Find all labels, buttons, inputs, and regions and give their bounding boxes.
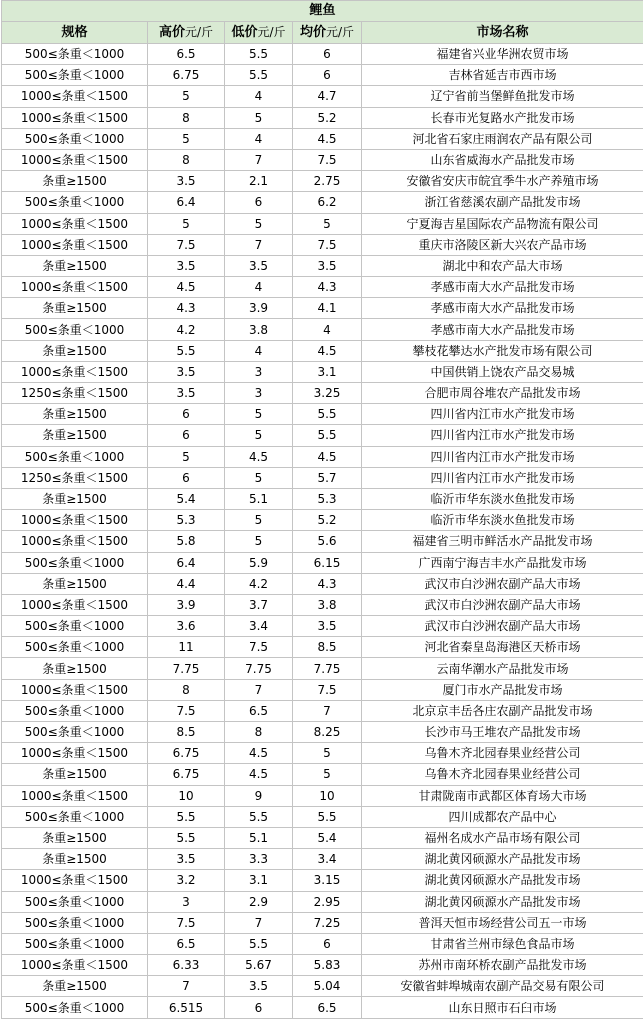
cell-high: 5.3 — [148, 510, 225, 531]
cell-avg: 3.5 — [293, 255, 362, 276]
cell-spec: 500≤条重＜1000 — [2, 933, 148, 954]
header-high-label: 高价 — [158, 25, 185, 40]
cell-low: 8 — [225, 722, 293, 743]
cell-market: 临沂市华东淡水鱼批发市场 — [362, 510, 643, 531]
cell-market: 甘肃陇南市武都区体育场大市场 — [362, 785, 643, 806]
table-row — [2, 891, 643, 912]
price-table — [1, 0, 643, 1019]
table-row — [2, 637, 643, 658]
cell-spec: 条重≥1500 — [2, 404, 148, 425]
cell-market: 孝感市南大水产品批发市场 — [362, 319, 643, 340]
table-row — [2, 616, 643, 637]
cell-spec: 500≤条重＜1000 — [2, 806, 148, 827]
cell-low: 3 — [225, 383, 293, 404]
table-row — [2, 44, 643, 65]
cell-avg: 4.3 — [293, 277, 362, 298]
cell-market: 长沙市马王堆农产品批发市场 — [362, 722, 643, 743]
cell-high: 4.3 — [148, 298, 225, 319]
cell-spec: 500≤条重＜1000 — [2, 65, 148, 86]
cell-low: 5.9 — [225, 552, 293, 573]
table-row — [2, 976, 643, 997]
cell-low: 5.5 — [225, 806, 293, 827]
cell-low: 7 — [225, 912, 293, 933]
table-row — [2, 488, 643, 509]
cell-low: 3.3 — [225, 849, 293, 870]
cell-spec: 条重≥1500 — [2, 849, 148, 870]
cell-market: 四川省内江市水产批发市场 — [362, 467, 643, 488]
cell-spec: 500≤条重＜1000 — [2, 997, 148, 1018]
cell-high: 3 — [148, 891, 225, 912]
cell-spec: 500≤条重＜1000 — [2, 44, 148, 65]
cell-spec: 1000≤条重＜1500 — [2, 870, 148, 891]
cell-low: 4.5 — [225, 446, 293, 467]
cell-high: 7.5 — [148, 912, 225, 933]
table-row — [2, 128, 643, 149]
cell-market: 辽宁省前当堡鲜鱼批发市场 — [362, 86, 643, 107]
cell-market: 攀枝花攀达水产批发市场有限公司 — [362, 340, 643, 361]
cell-avg: 7.5 — [293, 679, 362, 700]
cell-spec: 500≤条重＜1000 — [2, 722, 148, 743]
cell-market: 四川省内江市水产批发市场 — [362, 446, 643, 467]
cell-low: 5 — [225, 213, 293, 234]
cell-market: 北京京丰岳各庄农副产品批发市场 — [362, 700, 643, 721]
cell-low: 7 — [225, 234, 293, 255]
cell-low: 4.5 — [225, 743, 293, 764]
cell-high: 3.5 — [148, 383, 225, 404]
cell-low: 6 — [225, 997, 293, 1018]
table-row — [2, 531, 643, 552]
table-row — [2, 997, 643, 1018]
cell-avg: 3.15 — [293, 870, 362, 891]
table-row — [2, 467, 643, 488]
table-header-row — [2, 22, 643, 44]
cell-low: 5.5 — [225, 65, 293, 86]
cell-avg: 3.5 — [293, 616, 362, 637]
table-row — [2, 446, 643, 467]
cell-avg: 6 — [293, 44, 362, 65]
cell-high: 5.5 — [148, 806, 225, 827]
cell-market: 湖北中和农产品大市场 — [362, 255, 643, 276]
cell-low: 3.8 — [225, 319, 293, 340]
table-row — [2, 764, 643, 785]
cell-spec: 1250≤条重＜1500 — [2, 383, 148, 404]
cell-low: 4 — [225, 277, 293, 298]
cell-market: 广西南宁海吉丰水产品批发市场 — [362, 552, 643, 573]
cell-low: 3.4 — [225, 616, 293, 637]
table-row — [2, 277, 643, 298]
cell-avg: 5.2 — [293, 510, 362, 531]
cell-high: 6.5 — [148, 933, 225, 954]
cell-spec: 500≤条重＜1000 — [2, 891, 148, 912]
cell-spec: 1000≤条重＜1500 — [2, 86, 148, 107]
cell-market: 普洱天恒市场经营公司五一市场 — [362, 912, 643, 933]
table-row — [2, 319, 643, 340]
cell-market: 福建省兴业华洲农贸市场 — [362, 44, 643, 65]
cell-avg: 6.5 — [293, 997, 362, 1018]
cell-low: 7.75 — [225, 658, 293, 679]
cell-high: 6 — [148, 404, 225, 425]
cell-low: 5.1 — [225, 827, 293, 848]
cell-avg: 4.1 — [293, 298, 362, 319]
cell-market: 山东日照市石臼市场 — [362, 997, 643, 1018]
cell-avg: 5 — [293, 213, 362, 234]
header-low-unit: 元/斤 — [257, 25, 286, 39]
cell-low: 3.5 — [225, 255, 293, 276]
cell-low: 3 — [225, 361, 293, 382]
table-row — [2, 743, 643, 764]
table-row — [2, 340, 643, 361]
cell-low: 9 — [225, 785, 293, 806]
cell-avg: 7.5 — [293, 149, 362, 170]
cell-market: 河北省石家庄雨润农产品有限公司 — [362, 128, 643, 149]
cell-spec: 条重≥1500 — [2, 425, 148, 446]
cell-avg: 7.25 — [293, 912, 362, 933]
cell-spec: 1250≤条重＜1500 — [2, 467, 148, 488]
cell-high: 3.5 — [148, 255, 225, 276]
cell-low: 3.5 — [225, 976, 293, 997]
cell-avg: 4.7 — [293, 86, 362, 107]
cell-market: 吉林省延吉市西市场 — [362, 65, 643, 86]
cell-low: 5 — [225, 107, 293, 128]
cell-spec: 1000≤条重＜1500 — [2, 213, 148, 234]
cell-spec: 条重≥1500 — [2, 171, 148, 192]
cell-low: 7 — [225, 149, 293, 170]
cell-avg: 5.7 — [293, 467, 362, 488]
cell-low: 3.7 — [225, 594, 293, 615]
cell-low: 5 — [225, 531, 293, 552]
cell-high: 3.5 — [148, 171, 225, 192]
cell-spec: 1000≤条重＜1500 — [2, 955, 148, 976]
cell-avg: 5.5 — [293, 806, 362, 827]
table-row — [2, 107, 643, 128]
cell-high: 6.5 — [148, 44, 225, 65]
header-avg — [293, 22, 362, 44]
cell-spec: 1000≤条重＜1500 — [2, 361, 148, 382]
cell-spec: 条重≥1500 — [2, 827, 148, 848]
header-high-unit: 元/斤 — [184, 25, 214, 39]
cell-high: 8 — [148, 149, 225, 170]
cell-avg: 4.5 — [293, 340, 362, 361]
table-row — [2, 171, 643, 192]
cell-low: 3.9 — [225, 298, 293, 319]
cell-market: 安徽省蚌埠城南农副产品交易有限公司 — [362, 976, 643, 997]
cell-avg: 8.5 — [293, 637, 362, 658]
cell-market: 厦门市水产品批发市场 — [362, 679, 643, 700]
cell-market: 四川成都农产品中心 — [362, 806, 643, 827]
cell-high: 7.75 — [148, 658, 225, 679]
cell-high: 5 — [148, 446, 225, 467]
cell-spec: 500≤条重＜1000 — [2, 192, 148, 213]
cell-spec: 500≤条重＜1000 — [2, 552, 148, 573]
cell-spec: 1000≤条重＜1500 — [2, 149, 148, 170]
cell-high: 6.75 — [148, 65, 225, 86]
cell-low: 7 — [225, 679, 293, 700]
table-row — [2, 383, 643, 404]
cell-high: 6.75 — [148, 743, 225, 764]
cell-high: 5.4 — [148, 488, 225, 509]
cell-low: 5.1 — [225, 488, 293, 509]
cell-market: 湖北黄冈硕源水产品批发市场 — [362, 849, 643, 870]
cell-high: 6.4 — [148, 552, 225, 573]
table-title-row — [2, 1, 643, 22]
cell-spec: 1000≤条重＜1500 — [2, 510, 148, 531]
table-row — [2, 552, 643, 573]
table-row — [2, 192, 643, 213]
table-row — [2, 933, 643, 954]
cell-market: 安徽省安庆市皖宜季牛水产养殖市场 — [362, 171, 643, 192]
table-row — [2, 510, 643, 531]
header-spec: 规格 — [2, 22, 148, 44]
header-avg-label: 均价 — [299, 25, 326, 40]
cell-avg: 5.3 — [293, 488, 362, 509]
cell-high: 5 — [148, 86, 225, 107]
table-row — [2, 827, 643, 848]
cell-avg: 5.4 — [293, 827, 362, 848]
header-high — [148, 22, 225, 44]
cell-low: 5 — [225, 467, 293, 488]
table-row — [2, 404, 643, 425]
cell-high: 6.515 — [148, 997, 225, 1018]
header-market: 市场名称 — [362, 22, 643, 44]
cell-market: 宁夏海吉星国际农产品物流有限公司 — [362, 213, 643, 234]
cell-low: 4 — [225, 128, 293, 149]
cell-market: 福建省三明市鲜活水产品批发市场 — [362, 531, 643, 552]
cell-avg: 5.5 — [293, 425, 362, 446]
cell-market: 福州名成水产品市场有限公司 — [362, 827, 643, 848]
cell-high: 8 — [148, 679, 225, 700]
cell-low: 6.5 — [225, 700, 293, 721]
cell-market: 湖北黄冈硕源水产品批发市场 — [362, 870, 643, 891]
cell-market: 合肥市周谷堆农产品批发市场 — [362, 383, 643, 404]
cell-high: 6.75 — [148, 764, 225, 785]
table-row — [2, 594, 643, 615]
cell-high: 6 — [148, 425, 225, 446]
table-row — [2, 785, 643, 806]
cell-high: 5.5 — [148, 340, 225, 361]
cell-avg: 4.5 — [293, 128, 362, 149]
cell-high: 4.5 — [148, 277, 225, 298]
cell-high: 5 — [148, 213, 225, 234]
table-row — [2, 86, 643, 107]
cell-avg: 5.5 — [293, 404, 362, 425]
cell-avg: 2.75 — [293, 171, 362, 192]
cell-low: 2.1 — [225, 171, 293, 192]
cell-low: 5 — [225, 425, 293, 446]
table-row — [2, 149, 643, 170]
cell-market: 中国供销上饶农产品交易城 — [362, 361, 643, 382]
cell-low: 5 — [225, 510, 293, 531]
table-row — [2, 658, 643, 679]
cell-avg: 3.25 — [293, 383, 362, 404]
cell-low: 5.67 — [225, 955, 293, 976]
cell-low: 6 — [225, 192, 293, 213]
table-row — [2, 234, 643, 255]
cell-high: 3.9 — [148, 594, 225, 615]
cell-avg: 8.25 — [293, 722, 362, 743]
cell-spec: 条重≥1500 — [2, 764, 148, 785]
cell-spec: 500≤条重＜1000 — [2, 128, 148, 149]
table-row — [2, 573, 643, 594]
table-row — [2, 870, 643, 891]
cell-market: 孝感市南大水产品批发市场 — [362, 298, 643, 319]
table-row — [2, 955, 643, 976]
cell-spec: 500≤条重＜1000 — [2, 616, 148, 637]
cell-high: 5.5 — [148, 827, 225, 848]
cell-spec: 条重≥1500 — [2, 340, 148, 361]
cell-avg: 5.04 — [293, 976, 362, 997]
cell-high: 7 — [148, 976, 225, 997]
cell-market: 甘肃省兰州市绿色食品市场 — [362, 933, 643, 954]
cell-spec: 1000≤条重＜1500 — [2, 743, 148, 764]
cell-high: 3.5 — [148, 361, 225, 382]
cell-market: 乌鲁木齐北园春果业经营公司 — [362, 764, 643, 785]
cell-market: 长春市光复路水产批发市场 — [362, 107, 643, 128]
cell-spec: 条重≥1500 — [2, 488, 148, 509]
cell-spec: 1000≤条重＜1500 — [2, 594, 148, 615]
cell-avg: 5 — [293, 743, 362, 764]
cell-avg: 5.83 — [293, 955, 362, 976]
table-row — [2, 806, 643, 827]
cell-spec: 500≤条重＜1000 — [2, 446, 148, 467]
cell-low: 4.5 — [225, 764, 293, 785]
table-row — [2, 849, 643, 870]
cell-high: 3.2 — [148, 870, 225, 891]
cell-avg: 4.3 — [293, 573, 362, 594]
cell-high: 4.4 — [148, 573, 225, 594]
table-row — [2, 679, 643, 700]
cell-spec: 500≤条重＜1000 — [2, 700, 148, 721]
cell-high: 8 — [148, 107, 225, 128]
cell-avg: 6 — [293, 65, 362, 86]
cell-market: 武汉市白沙洲农副产品大市场 — [362, 594, 643, 615]
cell-avg: 7.75 — [293, 658, 362, 679]
table-body — [2, 44, 643, 1019]
cell-high: 6.33 — [148, 955, 225, 976]
cell-market: 武汉市白沙洲农副产品大市场 — [362, 573, 643, 594]
cell-high: 7.5 — [148, 234, 225, 255]
cell-high: 7.5 — [148, 700, 225, 721]
cell-spec: 1000≤条重＜1500 — [2, 234, 148, 255]
cell-low: 5.5 — [225, 933, 293, 954]
cell-spec: 条重≥1500 — [2, 976, 148, 997]
cell-spec: 1000≤条重＜1500 — [2, 277, 148, 298]
cell-avg: 10 — [293, 785, 362, 806]
cell-market: 重庆市洛陵区新大兴农产品市场 — [362, 234, 643, 255]
cell-spec: 条重≥1500 — [2, 255, 148, 276]
cell-market: 武汉市白沙洲农副产品大市场 — [362, 616, 643, 637]
cell-avg: 7.5 — [293, 234, 362, 255]
cell-high: 5 — [148, 128, 225, 149]
table-row — [2, 361, 643, 382]
cell-high: 6.4 — [148, 192, 225, 213]
cell-avg: 2.95 — [293, 891, 362, 912]
cell-market: 乌鲁木齐北园春果业经营公司 — [362, 743, 643, 764]
table-title: 鲤鱼 — [2, 1, 643, 22]
cell-market: 孝感市南大水产品批发市场 — [362, 277, 643, 298]
table-row — [2, 912, 643, 933]
cell-avg: 5 — [293, 764, 362, 785]
table-row — [2, 255, 643, 276]
cell-avg: 3.4 — [293, 849, 362, 870]
cell-high: 6 — [148, 467, 225, 488]
cell-spec: 1000≤条重＜1500 — [2, 531, 148, 552]
cell-spec: 500≤条重＜1000 — [2, 912, 148, 933]
cell-spec: 条重≥1500 — [2, 658, 148, 679]
cell-market: 山东省威海水产品批发市场 — [362, 149, 643, 170]
header-low — [225, 22, 293, 44]
cell-market: 临沂市华东淡水鱼批发市场 — [362, 488, 643, 509]
cell-market: 云南华潮水产品批发市场 — [362, 658, 643, 679]
cell-market: 湖北黄冈硕源水产品批发市场 — [362, 891, 643, 912]
cell-market: 苏州市南环桥农副产品批发市场 — [362, 955, 643, 976]
cell-spec: 500≤条重＜1000 — [2, 319, 148, 340]
cell-avg: 4.5 — [293, 446, 362, 467]
table-row — [2, 722, 643, 743]
cell-low: 4 — [225, 340, 293, 361]
cell-avg: 6.2 — [293, 192, 362, 213]
table-row — [2, 298, 643, 319]
cell-low: 2.9 — [225, 891, 293, 912]
cell-market: 河北省秦皇岛海港区天桥市场 — [362, 637, 643, 658]
cell-spec: 500≤条重＜1000 — [2, 637, 148, 658]
cell-high: 11 — [148, 637, 225, 658]
cell-high: 10 — [148, 785, 225, 806]
cell-market: 浙江省慈溪农副产品批发市场 — [362, 192, 643, 213]
cell-spec: 1000≤条重＜1500 — [2, 679, 148, 700]
cell-low: 7.5 — [225, 637, 293, 658]
cell-spec: 1000≤条重＜1500 — [2, 107, 148, 128]
table-row — [2, 213, 643, 234]
cell-low: 5.5 — [225, 44, 293, 65]
cell-low: 4.2 — [225, 573, 293, 594]
cell-avg: 7 — [293, 700, 362, 721]
cell-spec: 条重≥1500 — [2, 298, 148, 319]
cell-avg: 6 — [293, 933, 362, 954]
cell-spec: 1000≤条重＜1500 — [2, 785, 148, 806]
cell-high: 8.5 — [148, 722, 225, 743]
cell-high: 5.8 — [148, 531, 225, 552]
cell-market: 四川省内江市水产批发市场 — [362, 404, 643, 425]
cell-avg: 3.1 — [293, 361, 362, 382]
cell-avg: 6.15 — [293, 552, 362, 573]
cell-avg: 3.8 — [293, 594, 362, 615]
cell-spec: 条重≥1500 — [2, 573, 148, 594]
cell-market: 四川省内江市水产批发市场 — [362, 425, 643, 446]
cell-high: 3.6 — [148, 616, 225, 637]
cell-high: 4.2 — [148, 319, 225, 340]
cell-low: 4 — [225, 86, 293, 107]
table-row — [2, 65, 643, 86]
cell-avg: 5.2 — [293, 107, 362, 128]
header-avg-unit: 元/斤 — [325, 25, 355, 39]
cell-avg: 5.6 — [293, 531, 362, 552]
header-low-label: 低价 — [231, 25, 258, 40]
cell-high: 3.5 — [148, 849, 225, 870]
table-row — [2, 700, 643, 721]
cell-avg: 4 — [293, 319, 362, 340]
cell-low: 3.1 — [225, 870, 293, 891]
table-row — [2, 425, 643, 446]
cell-low: 5 — [225, 404, 293, 425]
